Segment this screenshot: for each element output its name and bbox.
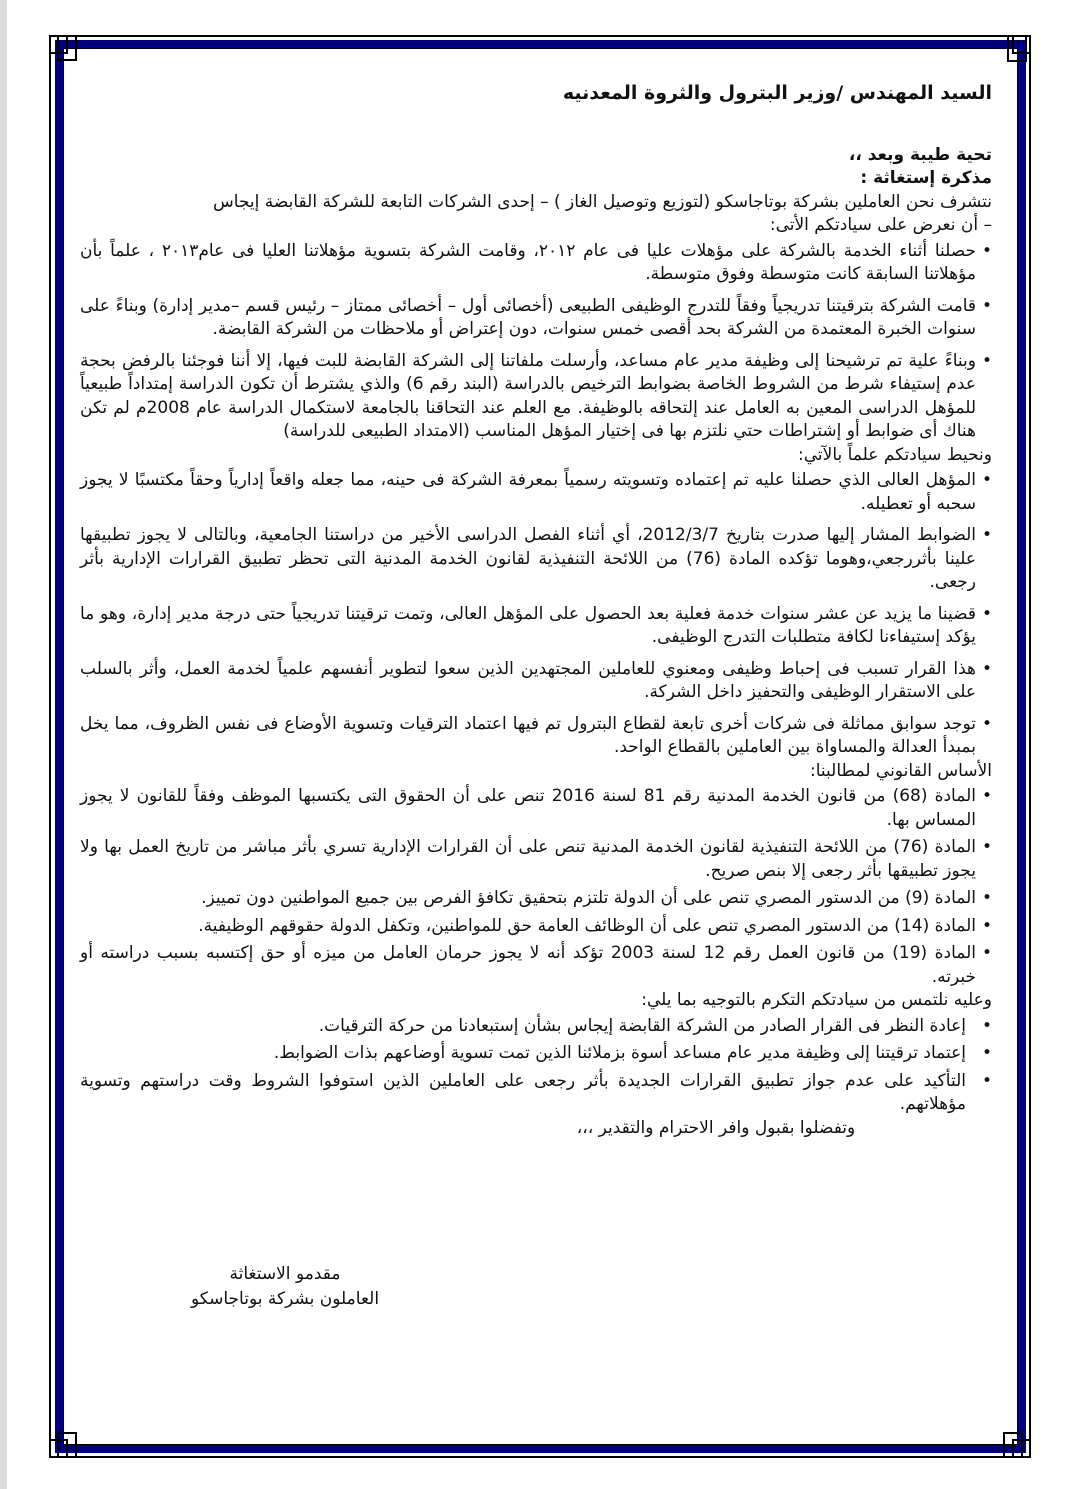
list-item: • المادة (9) من الدستور المصري تنص على أن الدولة تلتزم بتحقيق تكافؤ الفرص بين جميع المواطنين دون تمييز. bbox=[80, 887, 992, 911]
list-item: • المادة (76) من اللائحة التنفيذية لقانون الخدمة المدنية تنص على أن القرارات الإدارية تسري بأثر مباشر من تاريخ العمل بها ولا يجوز تطبيقها بأثر رجعى إلا بنص صريح. bbox=[80, 836, 992, 883]
greeting: تحية طيبة وبعد ،، bbox=[848, 144, 992, 165]
list-item: • إعادة النظر فى القرار الصادر من الشركة القابضة إيجاس بشأن إستبعادنا من حركة الترقيات. bbox=[80, 1015, 992, 1039]
list-item: • قامت الشركة بترقيتنا تدريجياً وفقاً للتدرج الوظيفى الطبيعى (أخصائى أول – أخصائى ممتاز – رئيس قسم –مدير إدارة) وبناءً على سنوات الخبرة المعتمدة من الشركة بحد أقصى خمس سنوات، دون إعتراض أو ملاحظات من الشركة القابضة. bbox=[80, 295, 992, 342]
intro-text: نتشرف نحن العاملين بشركة بوتاجاسكو (لتوزيع وتوصيل الغاز ) – إحدى الشركات التابعة للشركة القابضة إيجاس bbox=[213, 191, 992, 212]
list-item: • المؤهل العالى الذي حصلنا عليه تم إعتماده وتسويته رسمياً بمعرفة الشركة فى حينه، مما جعله واقعاً إدارياً وحقاً مكتسبًا لا يجوز سحبه أو تعطيله. bbox=[80, 469, 992, 516]
request-heading: وعليه نلتمس من سيادتكم التكرم بالتوجيه بما يلي: bbox=[641, 990, 992, 1010]
list-item: • التأكيد على عدم جواز تطبيق القرارات الجديدة بأثر رجعى على العاملين الذين استوفوا الشروط وقت دراستهم وتسوية مؤهلاتهم. bbox=[80, 1070, 992, 1117]
list-item: • وبناءً علية تم ترشيحنا إلى وظيفة مدير عام مساعد، وأرسلت ملفاتنا إلى الشركة القابضة للبت فيها، إلا أننا فوجئنا بالرفض بحجة عدم إستيفاء شرط من الشروط الخاصة بضوابط الترخيص بالدراسة (البند رقم 6) والذي يشترط أن تكون الدراسة إمتداداً طبيعياً للمؤهل الدراسى المعين به العامل عند إلتحاقه بالوظيفة. مع العلم عند التحاقنا بالجامعة لاستكمال الدراسة عام 2008م لم تكن هناك أى ضوابط أو إشتراطات حتي نلتزم بها فى إختيار المؤهل المناسب (الامتداد الطبيعى للدراسة) bbox=[80, 350, 992, 444]
requests-list bbox=[80, 1015, 992, 1117]
border-corner-ornament bbox=[57, 35, 77, 61]
list-item: • هذا القرار تسبب فى إحباط وظيفى ومعنوي للعاملين المجتهدين الذين سعوا لتطوير أنفسهم علمياً لخدمة العمل، وأثر بالسلب على الاستقرار الوظيفى والتحفيز داخل الشركة. bbox=[80, 658, 992, 705]
list-item: • المادة (68) من قانون الخدمة المدنية رقم 81 لسنة 2016 تنص على أن الحقوق التى يكتسبها الموظف وفقاً للقانون لا يجوز المساس بها. bbox=[80, 785, 992, 832]
signature-line-1: مقدمو الاستغاثة bbox=[229, 1264, 341, 1284]
border-corner-ornament bbox=[1007, 35, 1027, 62]
list-item: • توجد سوابق مماثلة فى شركات أخرى تابعة لقطاع البترول تم فيها اعتماد الترقيات وتسوية الأوضاع فى نفس الظروف، مما يخل بمبدأ العدالة والمساواة بين العاملين بالقطاع الواحد. bbox=[80, 713, 992, 760]
list-item: • المادة (14) من الدستور المصري تنص على أن الوظائف العامة حق للمواطنين، وتكفل الدولة حقوقهم الوظيفية. bbox=[80, 915, 992, 939]
viewer-edge bbox=[0, 0, 7, 1489]
legal-heading: الأساس القانوني لمطالبنا: bbox=[810, 760, 992, 781]
list-item: • إعتماد ترقيتنا إلى وظيفة مدير عام مساعد أسوة بزملائنا الذين تمت تسوية أوضاعهم بذات الضوابط. bbox=[80, 1042, 992, 1066]
notice-heading: ونحيط سيادتكم علماً بالآتي: bbox=[798, 444, 992, 465]
letter-body bbox=[80, 82, 992, 1140]
signature-block bbox=[160, 1262, 410, 1312]
facts-list bbox=[80, 240, 992, 444]
notices-list bbox=[80, 469, 992, 760]
subject-line: مذكرة إستغاثة : bbox=[860, 168, 992, 188]
border-corner-ornament bbox=[1003, 1432, 1023, 1458]
border-corner-ornament bbox=[57, 1432, 77, 1458]
signature-line-2: العاملون بشركة بوتاجاسكو bbox=[190, 1289, 380, 1309]
list-item: • المادة (19) من قانون العمل رقم 12 لسنة 2003 تؤكد أنه لا يجوز حرمان العامل من ميزه أو حق إكتسبه بسبب دراسته أو خبرته. bbox=[80, 942, 992, 989]
intro-text-2: – أن نعرض على سيادتكم الأتى: bbox=[769, 215, 992, 235]
list-item: • حصلنا أثناء الخدمة بالشركة على مؤهلات عليا فى عام ٢٠١٢، وقامت الشركة بتسوية مؤهلاتنا العليا فى عام٢٠١٣ ، علماً بأن مؤهلاتنا السابقة كانت متوسطة وفوق متوسطة. bbox=[80, 240, 992, 287]
letter-addressee: السيد المهندس /وزير البترول والثروة المعدنيه bbox=[562, 82, 992, 104]
list-item: • قضينا ما يزيد عن عشر سنوات خدمة فعلية بعد الحصول على المؤهل العالى، وتمت ترقيتنا تدريجياً حتى درجة مدير إدارة، وهو ما يؤكد إستيفاءنا لكافة متطلبات التدرج الوظيفى. bbox=[80, 603, 992, 650]
list-item: • الضوابط المشار إليها صدرت بتاريخ 2012/3/7، أي أثناء الفصل الدراسى الأخير من دراستنا الجامعية، وبالتالى لا يجوز تطبيقها علينا بأثررجعي،وهوما تؤكده المادة (76) من اللائحة التنفيذية لقانون الخدمة المدنية التى تحظر تطبيق القرارات الإدارية بأثر رجعى. bbox=[80, 524, 992, 595]
closing-line: وتفضلوا بقبول وافر الاحترام والتقدير ،،، bbox=[576, 1117, 856, 1138]
legal-list bbox=[80, 785, 992, 989]
